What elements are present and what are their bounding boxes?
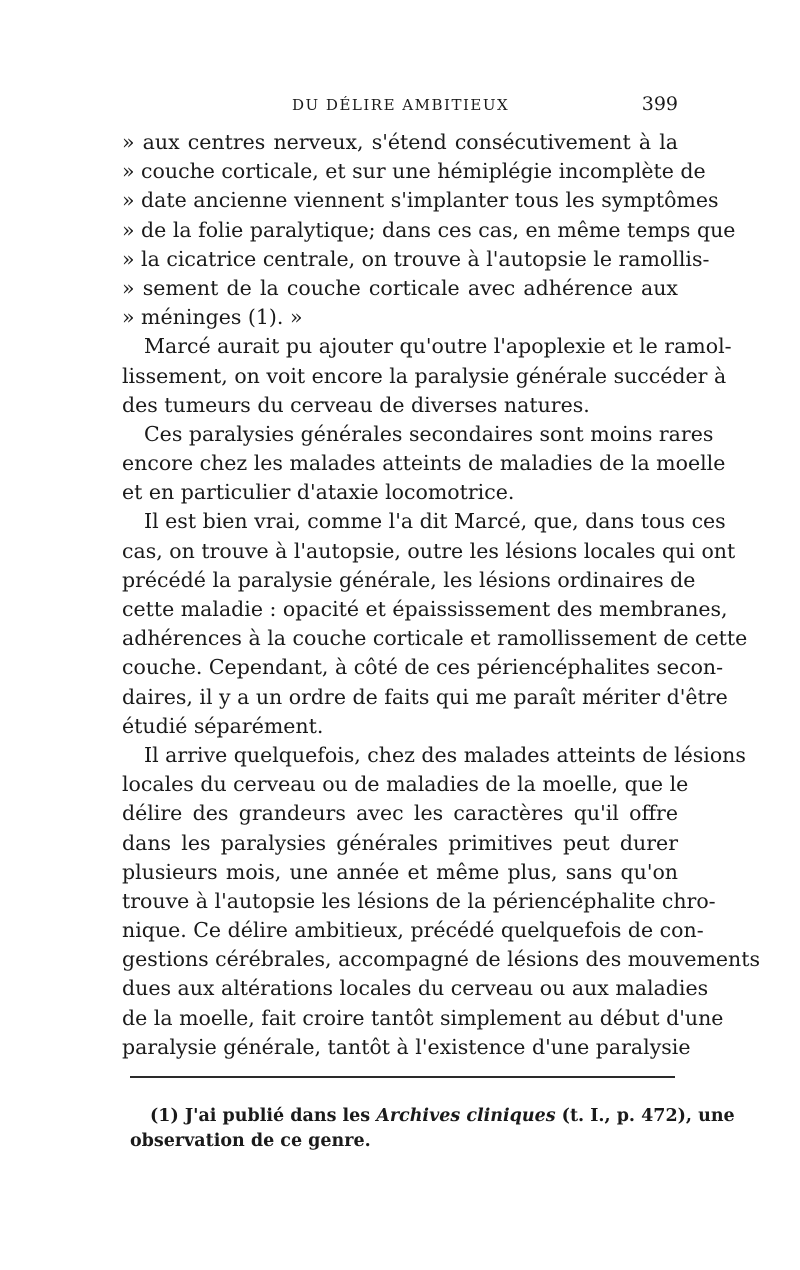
text-line: » méninges (1). »: [122, 305, 303, 330]
text-line: cas, on trouve à l'autopsie, outre les lésions locales qui ont: [122, 538, 736, 563]
paragraph-start: Il arrive quelquefois, chez des malades atteints de lésions: [144, 742, 746, 767]
text-line: encore chez les malades atteints de maladies de la moelle: [122, 451, 726, 476]
text-line: gestions cérébrales, accompagné de lésions des mouvements: [122, 947, 761, 972]
text-line: cette maladie : opacité et épaississement des membranes,: [122, 597, 728, 621]
footnote-line: observation de ce genre.: [130, 1131, 371, 1151]
text-line: nique. Ce délire ambitieux, précédé quelquefois de con-: [122, 918, 704, 943]
text-line: et en particulier d'ataxie locomotrice.: [122, 480, 515, 505]
text-line: plusieurs mois, une année et même plus, sans qu'on: [122, 859, 678, 884]
text-line: paralysie générale, tantôt à l'existence d'une paralysie: [122, 1034, 691, 1059]
body-text: [122, 128, 761, 1062]
text-line: adhérences à la couche corticale et ramollissement de cette: [122, 626, 748, 651]
text-line: dues aux altérations locales du cerveau ou aux maladies: [122, 976, 709, 1001]
text-line: de la moelle, fait croire tantôt simplement au début d'une: [122, 1005, 724, 1030]
paragraph-start: Il est bien vrai, comme l'a dit Marcé, que, dans tous ces: [144, 509, 726, 534]
text-line: des tumeurs du cerveau de diverses natures.: [122, 392, 590, 417]
paragraph-start: Marcé aurait pu ajouter qu'outre l'apoplexie et le ramol-: [144, 334, 732, 359]
text-line: délire des grandeurs avec les caractères qu'il offre: [122, 801, 678, 826]
footnote: [130, 1104, 735, 1154]
text-line: » sement de la couche corticale avec adhérence aux: [122, 275, 678, 300]
text-line: précédé la paralysie générale, les lésions ordinaires de: [122, 567, 696, 592]
page-number: 399: [641, 93, 678, 115]
footnote-suffix: (t. I., p. 472), une: [555, 1106, 735, 1126]
footnote-journal-title: Archives cliniques: [376, 1106, 556, 1126]
paragraph-start: Ces paralysies générales secondaires sont moins rares: [144, 421, 714, 446]
text-line: » couche corticale, et sur une hémiplégie incomplète de: [122, 159, 706, 184]
text-line: » date ancienne viennent s'implanter tous les symptômes: [122, 188, 719, 213]
text-line: daires, il y a un ordre de faits qui me paraît mériter d'être: [122, 684, 728, 709]
running-title: DU DÉLIRE AMBITIEUX: [292, 96, 510, 114]
page-header: [122, 93, 678, 122]
text-line: » de la folie paralytique; dans ces cas, en même temps que: [122, 217, 736, 242]
text-line: étudié séparément.: [122, 713, 324, 738]
text-line: locales du cerveau ou de maladies de la moelle, que le: [122, 772, 689, 797]
footnote-line: [130, 1104, 735, 1129]
footnote-prefix: (1) J'ai publié dans les: [150, 1106, 377, 1126]
text-line: lissement, on voit encore la paralysie générale succéder à: [122, 363, 727, 388]
text-line: trouve à l'autopsie les lésions de la périencéphalite chro-: [122, 888, 716, 913]
text-line: » la cicatrice centrale, on trouve à l'autopsie le ramollis-: [122, 246, 710, 271]
text-line: dans les paralysies générales primitives peut durer: [122, 830, 678, 855]
footnote-divider: [130, 1076, 675, 1078]
text-line: » aux centres nerveux, s'étend consécutivement à la: [122, 130, 678, 154]
text-line: couche. Cependant, à côté de ces périencéphalites secon-: [122, 655, 724, 680]
